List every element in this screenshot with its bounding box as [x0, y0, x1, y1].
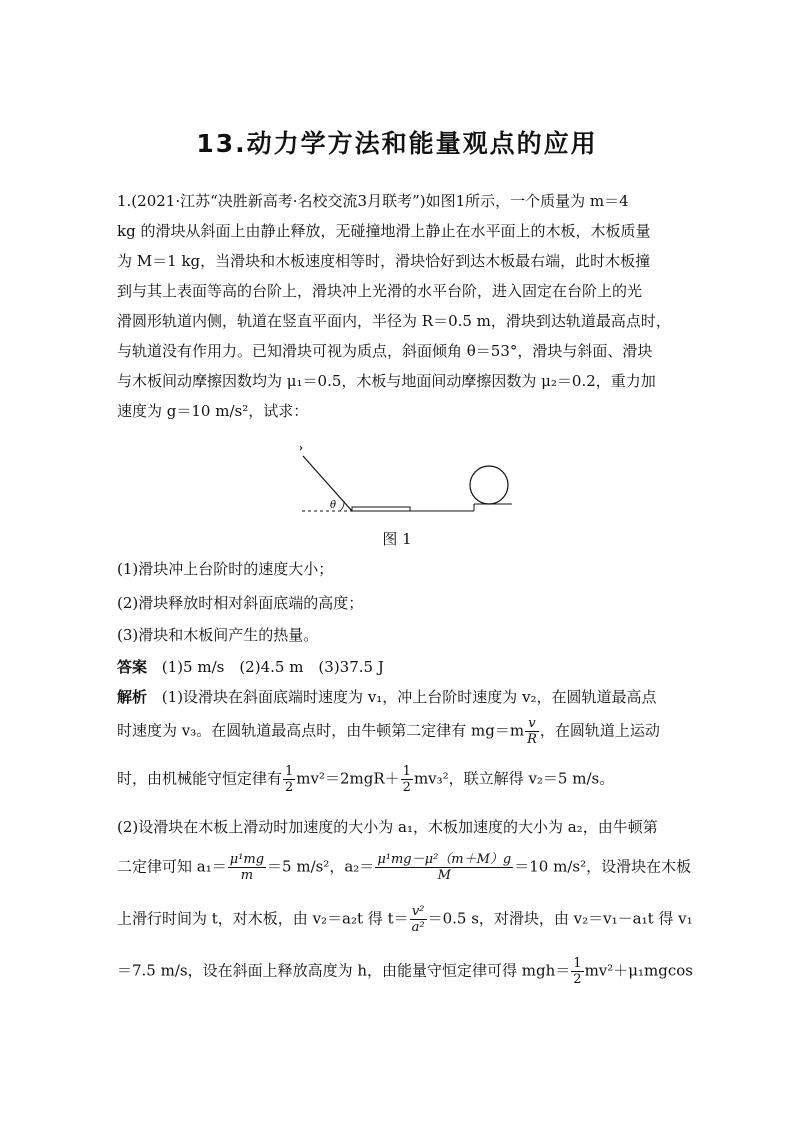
fraction-numerator: 1 [285, 764, 294, 779]
page-title: 13.动力学方法和能量观点的应用 [196, 129, 598, 158]
fraction-denominator: 2 [285, 780, 294, 795]
analysis-text: ＝0.5 s，对滑块，由 v₂＝v₁－a₁t 得 v₁ [427, 909, 693, 928]
analysis-text: 上滑行时间为 t，对木板，由 v₂＝a₂t 得 t＝ [117, 909, 409, 928]
answer-line [117, 656, 384, 677]
question-3: (3)滑块和木板间产生的热量。 [117, 626, 319, 644]
fraction-denominator: 2 [402, 780, 411, 795]
fraction-t [410, 904, 427, 935]
slider-block [300, 442, 302, 455]
fraction-numerator: v² [410, 904, 427, 920]
fraction-denominator: m [240, 868, 254, 883]
problem-line: 与轨道没有作用力。已知滑块可视为质点，斜面倾角 θ＝53°，滑块与斜面、滑块 [117, 342, 653, 360]
problem-line: kg 的滑块从斜面上由静止释放，无碰撞地滑上静止在水平面上的木板，木板质量 [117, 222, 651, 240]
fraction-numerator: μ¹mg [229, 852, 265, 867]
fraction-numerator: 1 [573, 956, 582, 971]
analysis-line-6 [117, 904, 693, 935]
problem-line: 与木板间动摩擦因数均为 μ₁＝0.5，木板与地面间动摩擦因数为 μ₂＝0.2，重力加 [117, 372, 656, 390]
problem-line: 滑圆形轨道内侧，轨道在竖直平面内，半径为 R＝0.5 m，滑块到达轨道最高点时， [117, 312, 671, 330]
analysis-line-3 [117, 764, 614, 795]
analysis-text: mv₃²，联立解得 v₂＝5 m/s。 [413, 769, 615, 788]
fraction-denominator: M [437, 868, 451, 883]
fraction-a2 [375, 852, 513, 883]
analysis-text: ＝5 m/s²，a₂＝ [267, 857, 375, 876]
answer-label: 答案 [117, 658, 148, 676]
question-2: (2)滑块释放时相对斜面底端的高度； [117, 594, 364, 612]
fraction-numerator: v [525, 716, 539, 732]
analysis-text: 时速度为 v₃。在圆轨道最高点时，由牛顿第二定律有 mg＝m [117, 721, 525, 740]
analysis-line-4: (2)设滑块在木板上滑动时加速度的大小为 a₁，木板加速度的大小为 a₂，由牛顿第 [117, 818, 658, 836]
problem-line: 到与其上表面等高的台阶上，滑块冲上光滑的水平台阶，进入固定在台阶上的光 [117, 282, 643, 300]
analysis-label: 解析 [117, 688, 148, 706]
problem-statement [117, 186, 679, 426]
fraction-half [283, 764, 295, 795]
fraction-denominator: 2 [573, 972, 582, 987]
problem-line: 速度为 g＝10 m/s²，试求： [117, 402, 309, 420]
question-1: (1)滑块冲上台阶时的速度大小； [117, 560, 334, 578]
analysis-line-1 [117, 686, 657, 707]
problem-line: 1.(2021·江苏“决胜新高考·名校交流3月联考”)如图1所示，一个质量为 m＝4 [117, 192, 629, 210]
analysis-text: 时，由机械能守恒定律有 [117, 769, 283, 788]
fraction-denominator: a² [411, 920, 425, 935]
analysis-text: ，在圆轨道上运动 [539, 721, 660, 740]
analysis-line-2 [117, 716, 660, 747]
analysis-text: 二定律可知 a₁＝ [117, 857, 227, 876]
incline [303, 456, 352, 511]
fraction-a1 [228, 852, 266, 883]
theta-label: θ [330, 500, 337, 511]
answer-text: (1)5 m/s (2)4.5 m (3)37.5 J [161, 658, 384, 676]
figure-diagram [300, 440, 520, 520]
fraction-half [571, 956, 583, 987]
fraction-denominator: R [527, 732, 537, 747]
fraction-v-over-r [525, 716, 539, 747]
analysis-text: ＝10 m/s²，设滑块在木板 [514, 857, 692, 876]
figure-caption: 图 1 [382, 530, 412, 548]
analysis-text: (1)设滑块在斜面底端时速度为 v₁，冲上台阶时速度为 v₂，在圆轨道最高点 [161, 688, 657, 706]
fraction-numerator: 1 [402, 764, 411, 779]
analysis-line-7 [117, 956, 693, 987]
analysis-text: mv²＝2mgR＋ [296, 769, 400, 788]
circular-track [470, 466, 508, 504]
problem-line: 为 M＝1 kg，当滑块和木板速度相等时，滑块恰好到达木板最右端，此时木板撞 [117, 252, 651, 270]
analysis-line-5 [117, 852, 691, 883]
board [352, 507, 410, 511]
fraction-half [401, 764, 413, 795]
angle-arc [340, 502, 344, 511]
fraction-numerator: μ¹mg－μ²（m＋M）g [377, 852, 512, 867]
analysis-text: ＝7.5 m/s，设在斜面上释放高度为 h，由能量守恒定律可得 mgh＝ [117, 961, 571, 980]
analysis-text: mv²＋μ₁mgcos [584, 961, 694, 980]
